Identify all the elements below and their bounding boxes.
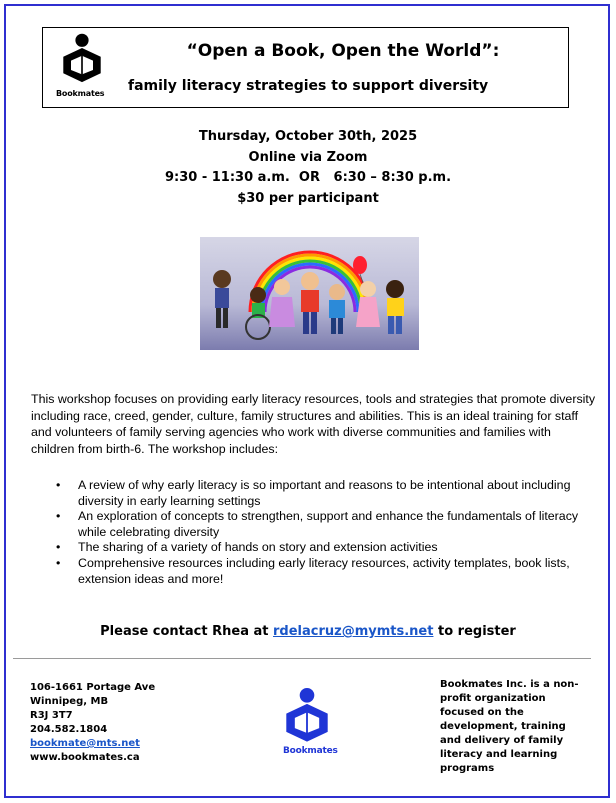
workshop-includes-list (56, 478, 596, 587)
children-rainbow-illustration (200, 237, 419, 350)
event-times: 9:30 - 11:30 a.m. OR 6:30 – 8:30 p.m. (164, 170, 452, 185)
contact-suffix: to register (433, 624, 516, 639)
contact-line (0, 624, 616, 639)
footer-divider (13, 658, 591, 659)
workshop-description: This workshop focuses on providing early literacy resources, tools and strategies that promote diversity including race, creed, gender, culture, family structures and abilities. This is an ideal training for staff and volunteers of family serving agencies who work with diverse communities and families with children from birth-6. The workshop includes: (31, 392, 596, 456)
website-url: www.bookmates.ca (30, 752, 140, 763)
bookmates-logo-icon (60, 33, 104, 85)
list-item: • An exploration of concepts to strengthen, support and enhance the fundamentals of literacy while celebrating diversity (56, 509, 596, 540)
list-item: • The sharing of a variety of hands on story and extension activities (56, 540, 596, 556)
address-street: 106-1661 Portage Ave (30, 682, 156, 693)
about-bookmates: Bookmates Inc. is a non-profit organization focused on the development, training and delivery of family literacy and learning programs (440, 679, 579, 774)
phone-number: 204.582.1804 (30, 724, 108, 735)
event-date: Thursday, October 30th, 2025 (198, 129, 418, 144)
header-box (42, 27, 569, 108)
footer-email-link[interactable]: bookmate@mts.net (30, 738, 140, 749)
footer-address (30, 681, 155, 765)
contact-email-link[interactable]: rdelacruz@mymts.net (273, 624, 434, 639)
header-logo-text: Bookmates (56, 89, 105, 98)
list-item: • A review of why early literacy is so important and reasons to be intentional about including diversity in early learning settings (56, 478, 596, 509)
address-city: Winnipeg, MB (30, 696, 109, 707)
event-details (0, 127, 616, 209)
contact-prefix: Please contact Rhea at (100, 624, 274, 639)
list-item: • Comprehensive resources including early literacy resources, activity templates, book lists, extension ideas and more! (56, 556, 596, 587)
footer-logo-text: Bookmates (283, 746, 338, 756)
event-location: Online via Zoom (248, 149, 368, 165)
bookmates-footer-logo-icon (282, 688, 332, 744)
address-postal: R3J 3T7 (30, 710, 73, 721)
page-subtitle: family literacy strategies to support diversity (128, 78, 489, 94)
page-title: “Open a Book, Open the World”: (186, 41, 500, 61)
event-price: $30 per participant (237, 190, 379, 206)
